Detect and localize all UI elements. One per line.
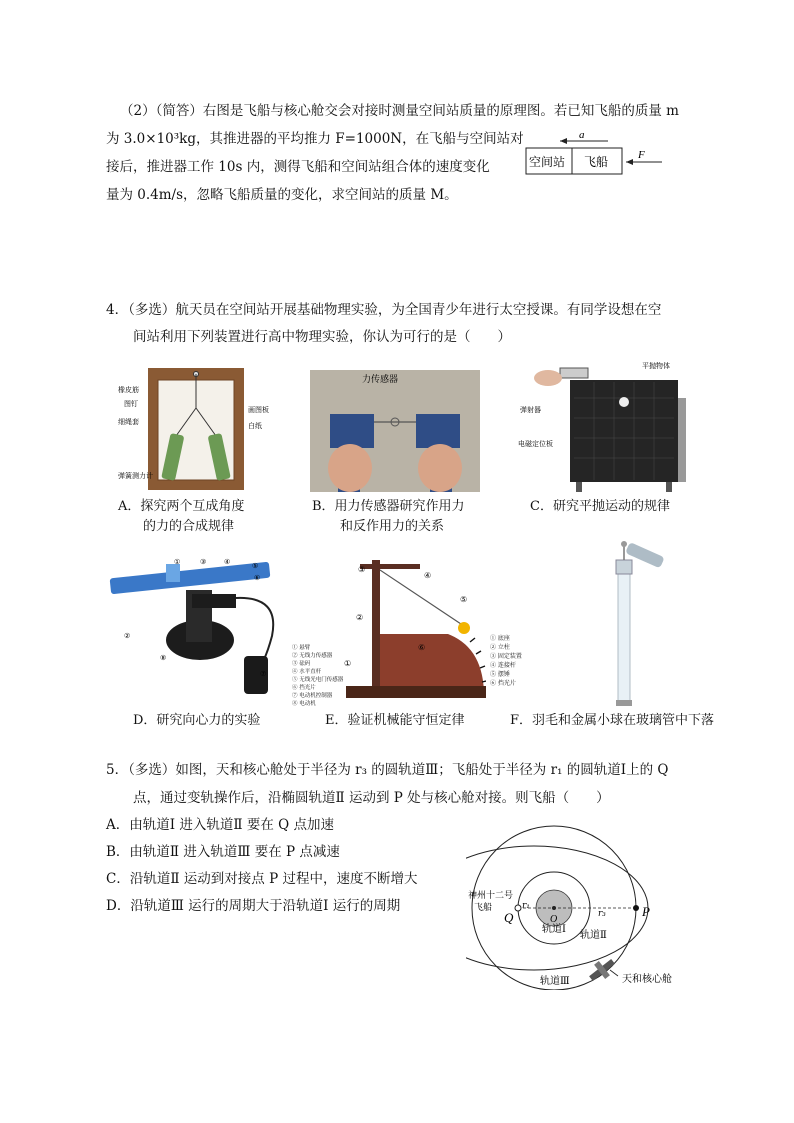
caption-e: E．验证机械能守恒定律 [325, 713, 465, 728]
point-p: P [642, 904, 650, 919]
e-num-4: ④ [424, 571, 432, 580]
figure-f-vacuum-tube [596, 532, 676, 708]
d-num-7: ⑦ [260, 670, 267, 678]
radius-r1: r₁ [522, 901, 530, 911]
e-num-2: ② [356, 613, 364, 622]
label-string-loop: 细绳套 [118, 418, 139, 426]
orbit-diagram [466, 812, 696, 990]
d-num-1: ① [174, 558, 181, 566]
q5-line1: 5．（多选）如图，天和核心舱处于半径为 r₃ 的圆轨道Ⅲ；飞船处于半径为 r₁ 的圆轨道Ⅰ上的 Q [106, 762, 669, 778]
q4-line1: 4．（多选）航天员在空间站开展基础物理实验，为全国青少年进行太空授课。有同学设想在空 [106, 302, 662, 318]
label-rubber-band: 橡皮筋 [118, 386, 139, 394]
caption-a-1: A．探究两个互成角度 [118, 499, 245, 514]
ship-box-label: 飞船 [584, 155, 609, 169]
q5-option-b: B．由轨道Ⅱ 进入轨道Ⅲ 要在 P 点减速 [106, 844, 340, 860]
e-num-6: ⑥ [418, 643, 426, 652]
q5-option-c: C．沿轨道Ⅱ 运动到对接点 P 过程中，速度不断增大 [106, 871, 418, 887]
docking-diagram [520, 128, 690, 180]
figure-e-pendulum [336, 558, 486, 704]
label-spring-scale: 弹簧测力计 [118, 472, 153, 480]
d-num-3: ③ [200, 558, 207, 566]
figure-d-centripetal-apparatus [104, 556, 294, 704]
station-box-label: 空间站 [529, 155, 566, 169]
caption-b-2: 和反作用力的关系 [340, 519, 445, 534]
label-pin: 图钉 [124, 400, 138, 408]
label-force-sensor: 力传感器 [362, 375, 399, 385]
label-em-board: 电磁定位板 [518, 440, 553, 448]
accel-label: a [579, 129, 585, 141]
d-num-6: ⑥ [254, 574, 261, 582]
label-catch-tray: 接球槽 [624, 484, 645, 492]
center-o: O [550, 914, 558, 925]
label-station: 天和核心舱 [622, 974, 672, 985]
q5-option-a: A．由轨道Ⅰ 进入轨道Ⅱ 要在 Q 点加速 [106, 817, 334, 833]
q3-line2: 为 3.0×10³kg，其推进器的平均推力 F=1000N，在飞船与空间站对 [106, 131, 524, 147]
figure-e-legend: ① 底座 ② 立柱 ③ 固定装置 ④ 连接杆 ⑤ 摆锤 ⑥ 挡光片 [490, 635, 522, 687]
label-orbit-3: 轨道Ⅲ [540, 976, 570, 987]
q3-line3: 接后，推进器工作 10s 内，测得飞船和空间站组合体的速度变化 [106, 159, 490, 175]
e-num-5: ⑤ [460, 595, 468, 604]
figure-d-legend: ① 悬臂 ② 无线力传感器 ③ 砝码 ④ 水平直杆 ⑤ 无线光电门传感器 ⑥ 挡光片 ⑦ 电动机控制器 ⑧ 电动机 [292, 645, 344, 707]
figure-b-force-sensors [310, 370, 480, 492]
figure-a-force-board [118, 366, 278, 494]
label-projectile-object: 平抛物体 [642, 362, 670, 370]
q5-line2: 点，通过变轨操作后，沿椭圆轨道Ⅱ 运动到 P 处与核心舱对接。则飞船（ ） [133, 790, 610, 806]
label-orbit-2: 轨道Ⅱ [580, 930, 607, 941]
e-num-1: ① [344, 659, 352, 668]
q5-option-d: D．沿轨道Ⅲ 运行的周期大于沿轨道Ⅰ 运行的周期 [106, 898, 401, 914]
figure-c-projectile-board [514, 358, 686, 494]
label-white-paper: 白纸 [248, 422, 262, 430]
force-label: F [638, 149, 645, 161]
ship-label-line2: 飞船 [474, 903, 493, 913]
q4-line2: 间站利用下列装置进行高中物理实验，你认为可行的是（ ） [133, 329, 511, 345]
caption-b-1: B．用力传感器研究作用力 [312, 499, 465, 514]
d-num-5: ⑤ [252, 562, 259, 570]
label-orbit-1: 轨道Ⅰ [542, 924, 566, 935]
q3-line4: 量为 0.4m/s，忽略飞船质量的变化，求空间站的质量 M。 [106, 187, 458, 203]
d-num-4: ④ [224, 558, 231, 566]
caption-f: F．羽毛和金属小球在玻璃管中下落 [510, 713, 715, 728]
q3-line1: （2）（简答）右图是飞船与核心舱交会对接时测量空间站质量的原理图。若已知飞船的质量 m [120, 103, 679, 119]
label-launcher: 弹射器 [520, 406, 541, 414]
caption-c: C．研究平抛运动的规律 [530, 499, 670, 514]
ship-label-line1: 神州十二号 [468, 891, 514, 901]
radius-r3: r₃ [598, 909, 606, 919]
caption-a-2: 的力的合成规律 [143, 519, 235, 534]
e-num-3: ③ [358, 565, 366, 574]
point-q: Q [504, 910, 514, 925]
label-drawing-board: 画图板 [248, 406, 269, 414]
d-num-8: ⑧ [160, 654, 167, 662]
d-num-2: ② [124, 632, 131, 640]
caption-d: D．研究向心力的实验 [133, 713, 261, 728]
